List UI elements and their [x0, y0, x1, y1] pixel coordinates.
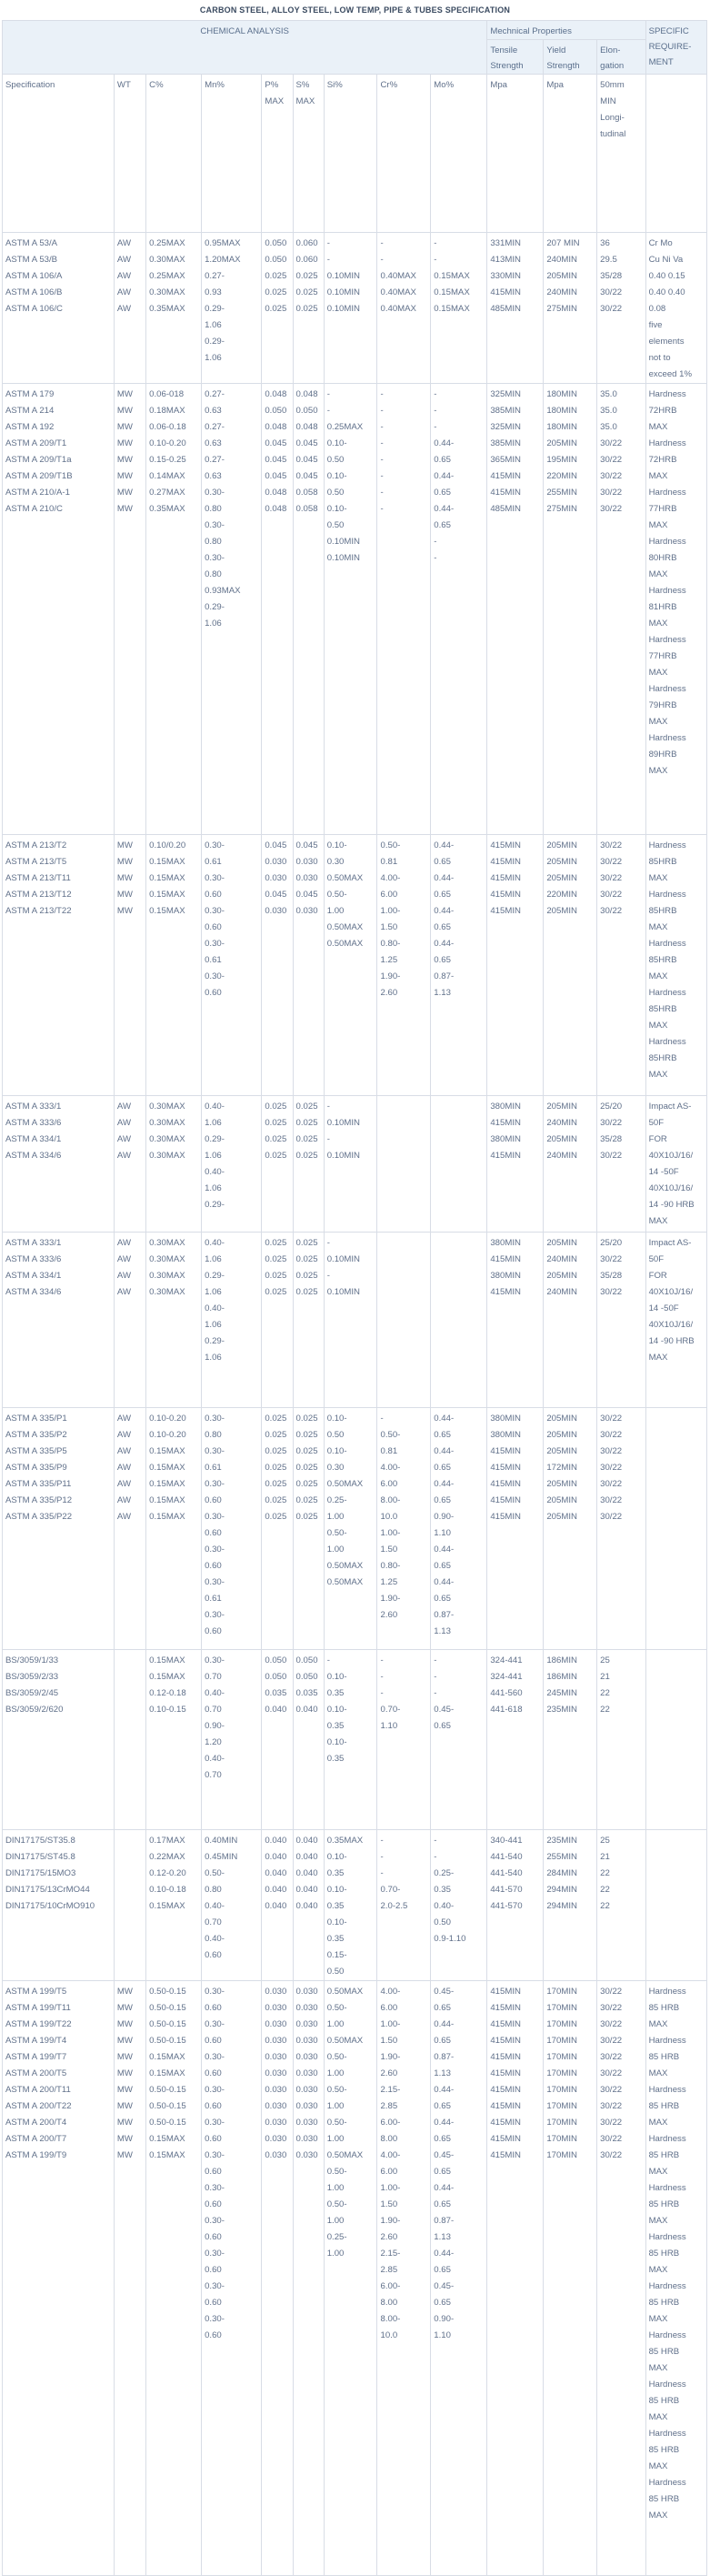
cell-tensile: 380MIN 415MIN 380MIN 415MIN: [487, 1233, 544, 1408]
col-si: Si%: [324, 75, 377, 233]
cell-elongation: 25 21 22 22: [597, 1650, 645, 1830]
specific-requirement-header: SPECIFIC REQUIRE- MENT: [645, 21, 706, 75]
cell-yield: 207 MIN 240MIN 205MIN 240MIN 275MIN: [544, 233, 597, 384]
cell-cr: 0.50- 0.81 4.00- 6.00 1.00- 1.50 0.80- 1.25 1.90- 2.60: [377, 835, 431, 1096]
cell-yield: 205MIN 205MIN 205MIN 220MIN 205MIN: [544, 835, 597, 1096]
cell-si: - - 0.10MIN 0.10MIN 0.10MIN: [324, 233, 377, 384]
cell-cr: - - - 0.70- 2.0-2.5: [377, 1830, 431, 1981]
cell-cr: 4.00- 6.00 1.00- 1.50 1.90- 2.60 2.15- 2.85 6.00- 8.00 4.00- 6.00 1.00- 1.50 1.90- 2.60 2.15- 2.85 6.00- 8.00 8.00- 10.0: [377, 1981, 431, 2576]
cell-cr: [377, 1233, 431, 1408]
cell-cr: [377, 1096, 431, 1233]
cell-tensile: 340-441 441-540 441-540 441-570 441-570: [487, 1830, 544, 1981]
col-yield-mpa: Mpa: [544, 75, 597, 233]
cell-tensile: 380MIN 380MIN 415MIN 415MIN 415MIN 415MIN 415MIN: [487, 1408, 544, 1650]
cell-yield: 170MIN 170MIN 170MIN 170MIN 170MIN 170MIN 170MIN 170MIN 170MIN 170MIN 170MIN: [544, 1981, 597, 2576]
cell-p: 0.025 0.025 0.025 0.025: [262, 1096, 293, 1233]
table-row: [3, 1233, 707, 1408]
cell-mn: 0.40- 1.06 0.29- 1.06 0.40- 1.06 0.29- 1.06: [202, 1233, 262, 1408]
cell-mo: - - - 0.45- 0.65: [431, 1650, 487, 1830]
cell-wt: MW MW MW MW MW MW MW MW MW MW MW: [114, 1981, 145, 2576]
cell-wt: AW AW AW AW: [114, 1096, 145, 1233]
cell-yield: 205MIN 240MIN 205MIN 240MIN: [544, 1233, 597, 1408]
cell-yield: 235MIN 255MIN 284MIN 294MIN 294MIN: [544, 1830, 597, 1981]
cell-wt: AW AW AW AW AW: [114, 233, 145, 384]
cell-specific-requirement: [645, 1650, 706, 1830]
cell-s: 0.050 0.050 0.035 0.040: [293, 1650, 324, 1830]
col-p: P% MAX: [262, 75, 293, 233]
cell-elongation: 36 29.5 35/28 30/22 30/22: [597, 233, 645, 384]
cell-tensile: 415MIN 415MIN 415MIN 415MIN 415MIN: [487, 835, 544, 1096]
cell-si: - 0.10MIN - 0.10MIN: [324, 1096, 377, 1233]
cell-mn: 0.30- 0.70 0.40- 0.70 0.90- 1.20 0.40- 0.70: [202, 1650, 262, 1830]
cell-s: 0.025 0.025 0.025 0.025 0.025 0.025 0.025: [293, 1408, 324, 1650]
cell-p: 0.050 0.050 0.025 0.025 0.025: [262, 233, 293, 384]
cell-si: 0.10- 0.50 0.10- 0.30 0.50MAX 0.25- 1.00 0.50- 1.00 0.50MAX 0.50MAX: [324, 1408, 377, 1650]
table-row: [3, 1650, 707, 1830]
cell-elongation: 25/20 30/22 35/28 30/22: [597, 1096, 645, 1233]
cell-tensile: 331MIN 413MIN 330MIN 415MIN 485MIN: [487, 233, 544, 384]
cell-c: 0.10-0.20 0.10-0.20 0.15MAX 0.15MAX 0.15MAX 0.15MAX 0.15MAX: [146, 1408, 202, 1650]
elongation-header: Elon- gation: [597, 40, 645, 75]
cell-tensile: 415MIN 415MIN 415MIN 415MIN 415MIN 415MIN 415MIN 415MIN 415MIN 415MIN 415MIN: [487, 1981, 544, 2576]
column-header-row: [3, 75, 707, 233]
page-title: CARBON STEEL, ALLOY STEEL, LOW TEMP, PIPE & TUBES SPECIFICATION: [199, 5, 511, 15]
cell-specification: ASTM A 53/A ASTM A 53/B ASTM A 106/A ASTM A 106/B ASTM A 106/C: [3, 233, 115, 384]
table-row: [3, 1830, 707, 1981]
col-specification: Specification: [3, 75, 115, 233]
cell-c: 0.17MAX 0.22MAX 0.12-0.20 0.10-0.18 0.15MAX: [146, 1830, 202, 1981]
mechanical-properties-header: Mechnical Properties: [487, 21, 645, 40]
cell-mn: 0.95MAX 1.20MAX 0.27- 0.93 0.29- 1.06 0.29- 1.06: [202, 233, 262, 384]
cell-c: 0.06-018 0.18MAX 0.06-0.18 0.10-0.20 0.15-0.25 0.14MAX 0.27MAX 0.35MAX: [146, 384, 202, 835]
table-row: [3, 1096, 707, 1233]
cell-si: - 0.10MIN - 0.10MIN: [324, 1233, 377, 1408]
col-s: S% MAX: [293, 75, 324, 233]
cell-tensile: 325MIN 385MIN 325MIN 385MIN 365MIN 415MIN 415MIN 485MIN: [487, 384, 544, 835]
cell-wt: AW AW AW AW AW AW AW: [114, 1408, 145, 1650]
cell-yield: 205MIN 205MIN 205MIN 172MIN 205MIN 205MIN 205MIN: [544, 1408, 597, 1650]
cell-mn: 0.40MIN 0.45MIN 0.50- 0.80 0.40- 0.70 0.40- 0.60: [202, 1830, 262, 1981]
cell-specific-requirement: [645, 1830, 706, 1981]
yield-strength-header: Yield Strength: [544, 40, 597, 75]
cell-mn: 0.30- 0.80 0.30- 0.61 0.30- 0.60 0.30- 0.60 0.30- 0.60 0.30- 0.61 0.30- 0.60: [202, 1408, 262, 1650]
cell-elongation: 30/22 30/22 30/22 30/22 30/22 30/22 30/22: [597, 1408, 645, 1650]
cell-mn: 0.40- 1.06 0.29- 1.06 0.40- 1.06 0.29-: [202, 1096, 262, 1233]
cell-elongation: 25 21 22 22 22: [597, 1830, 645, 1981]
cell-si: 0.50MAX 0.50- 1.00 0.50MAX 0.50- 1.00 0.50- 1.00 0.50- 1.00 0.50MAX 0.50- 1.00 0.50- 1.00 0.25- 1.00: [324, 1981, 377, 2576]
cell-si: - 0.10- 0.35 0.10- 0.35 0.10- 0.35: [324, 1650, 377, 1830]
col-c: C%: [146, 75, 202, 233]
cell-mo: - - 0.25- 0.35 0.40- 0.50 0.9-1.10: [431, 1830, 487, 1981]
cell-specification: ASTM A 335/P1 ASTM A 335/P2 ASTM A 335/P5 ASTM A 335/P9 ASTM A 335/P11 ASTM A 335/P12 ASTM A 335/P22: [3, 1408, 115, 1650]
cell-si: - - 0.25MAX 0.10- 0.50 0.10- 0.50 0.10- 0.50 0.10MIN 0.10MIN: [324, 384, 377, 835]
cell-tensile: 324-441 324-441 441-560 441-618: [487, 1650, 544, 1830]
cell-wt: MW MW MW MW MW MW MW MW: [114, 384, 145, 835]
cell-s: 0.030 0.030 0.030 0.030 0.030 0.030 0.030 0.030 0.030 0.030 0.030: [293, 1981, 324, 2576]
specification-table: [2, 20, 707, 2576]
cell-tensile: 380MIN 415MIN 380MIN 415MIN: [487, 1096, 544, 1233]
cell-p: 0.048 0.050 0.048 0.045 0.045 0.045 0.048 0.048: [262, 384, 293, 835]
cell-specification: BS/3059/1/33 BS/3059/2/33 BS/3059/2/45 BS/3059/2/620: [3, 1650, 115, 1830]
cell-specific-requirement: Impact AS- 50F FOR 40X10J/16/ 14 -50F 40X10J/16/ 14 -90 HRB MAX: [645, 1233, 706, 1408]
cell-s: 0.025 0.025 0.025 0.025: [293, 1233, 324, 1408]
col-mn: Mn%: [202, 75, 262, 233]
table-row: [3, 1981, 707, 2576]
cell-elongation: 30/22 30/22 30/22 30/22 30/22: [597, 835, 645, 1096]
cell-mo: 0.44- 0.65 0.44- 0.65 0.44- 0.65 0.44- 0.65 0.87- 1.13: [431, 835, 487, 1096]
cell-cr: - 0.50- 0.81 4.00- 6.00 8.00- 10.0 1.00- 1.50 0.80- 1.25 1.90- 2.60: [377, 1408, 431, 1650]
cell-s: 0.048 0.050 0.048 0.045 0.045 0.045 0.058 0.058: [293, 384, 324, 835]
cell-c: 0.30MAX 0.30MAX 0.30MAX 0.30MAX: [146, 1233, 202, 1408]
cell-p: 0.045 0.030 0.030 0.045 0.030: [262, 835, 293, 1096]
col-elongation: 50mm MIN Longi- tudinal: [597, 75, 645, 233]
tensile-strength-header: Tensile Strength: [487, 40, 544, 75]
cell-specific-requirement: Hardness 85 HRB MAX Hardness 85 HRB MAX Hardness 85 HRB MAX Hardness 85 HRB MAX Hardness 85 HRB MAX Hardness 85 HRB MAX Hardness 85 HRB MAX Hardness 85 HRB MAX Hardness 85 HRB MAX Hardness 85 HRB MAX Hardness 85 HRB MAX: [645, 1981, 706, 2576]
cell-wt: [114, 1830, 145, 1981]
cell-specific-requirement: Hardness 85HRB MAX Hardness 85HRB MAX Hardness 85HRB MAX Hardness 85HRB MAX Hardness 85HRB MAX: [645, 835, 706, 1096]
cell-specification: ASTM A 333/1 ASTM A 333/6 ASTM A 334/1 ASTM A 334/6: [3, 1233, 115, 1408]
cell-mn: 0.27- 0.63 0.27- 0.63 0.27- 0.63 0.30- 0.80 0.30- 0.80 0.30- 0.80 0.93MAX 0.29- 1.06: [202, 384, 262, 835]
cell-specific-requirement: Cr Mo Cu Ni Va 0.40 0.15 0.40 0.40 0.08 five elements not to exceed 1%: [645, 233, 706, 384]
cell-yield: 180MIN 180MIN 180MIN 205MIN 195MIN 220MIN 255MIN 275MIN: [544, 384, 597, 835]
cell-yield: 186MIN 186MIN 245MIN 235MIN: [544, 1650, 597, 1830]
cell-s: 0.025 0.025 0.025 0.025: [293, 1096, 324, 1233]
cell-yield: 205MIN 240MIN 205MIN 240MIN: [544, 1096, 597, 1233]
cell-cr: - - - 0.70- 1.10: [377, 1650, 431, 1830]
cell-cr: - - - - - - - -: [377, 384, 431, 835]
cell-elongation: 30/22 30/22 30/22 30/22 30/22 30/22 30/22 30/22 30/22 30/22 30/22: [597, 1981, 645, 2576]
cell-mo: 0.44- 0.65 0.44- 0.65 0.44- 0.65 0.90- 1.10 0.44- 0.65 0.44- 0.65 0.87- 1.13: [431, 1408, 487, 1650]
cell-mo: [431, 1233, 487, 1408]
table-row: [3, 233, 707, 384]
col-mo: Mo%: [431, 75, 487, 233]
cell-mn: 0.30- 0.61 0.30- 0.60 0.30- 0.60 0.30- 0.61 0.30- 0.60: [202, 835, 262, 1096]
col-specific: [645, 75, 706, 233]
table-row: [3, 384, 707, 835]
cell-specific-requirement: Impact AS- 50F FOR 40X10J/16/ 14 -50F 40X10J/16/ 14 -90 HRB MAX: [645, 1096, 706, 1233]
cell-specific-requirement: Hardness 72HRB MAX Hardness 72HRB MAX Hardness 77HRB MAX Hardness 80HRB MAX Hardness 81HRB MAX Hardness 77HRB MAX Hardness 79HRB MAX Hardness 89HRB MAX: [645, 384, 706, 835]
cell-p: 0.040 0.040 0.040 0.040 0.040: [262, 1830, 293, 1981]
cell-si: 0.10- 0.30 0.50MAX 0.50- 1.00 0.50MAX 0.50MAX: [324, 835, 377, 1096]
table-row: [3, 1408, 707, 1650]
col-cr: Cr%: [377, 75, 431, 233]
cell-p: 0.050 0.050 0.035 0.040: [262, 1650, 293, 1830]
col-tensile-mpa: Mpa: [487, 75, 544, 233]
cell-elongation: 35.0 35.0 35.0 30/22 30/22 30/22 30/22 30/22: [597, 384, 645, 835]
cell-mo: - - 0.15MAX 0.15MAX 0.15MAX: [431, 233, 487, 384]
cell-si: 0.35MAX 0.10- 0.35 0.10- 0.35 0.10- 0.35 0.15- 0.50: [324, 1830, 377, 1981]
cell-specification: ASTM A 199/T5 ASTM A 199/T11 ASTM A 199/T22 ASTM A 199/T4 ASTM A 199/T7 ASTM A 200/T5 ASTM A 200/T11 ASTM A 200/T22 ASTM A 200/T4 ASTM A 200/T7 ASTM A 199/T9: [3, 1981, 115, 2576]
cell-elongation: 25/20 30/22 35/28 30/22: [597, 1233, 645, 1408]
cell-p: 0.025 0.025 0.025 0.025: [262, 1233, 293, 1408]
cell-c: 0.15MAX 0.15MAX 0.12-0.18 0.10-0.15: [146, 1650, 202, 1830]
cell-c: 0.30MAX 0.30MAX 0.30MAX 0.30MAX: [146, 1096, 202, 1233]
cell-cr: - - 0.40MAX 0.40MAX 0.40MAX: [377, 233, 431, 384]
cell-specification: ASTM A 213/T2 ASTM A 213/T5 ASTM A 213/T11 ASTM A 213/T12 ASTM A 213/T22: [3, 835, 115, 1096]
cell-mo: [431, 1096, 487, 1233]
cell-c: 0.25MAX 0.30MAX 0.25MAX 0.30MAX 0.35MAX: [146, 233, 202, 384]
cell-s: 0.045 0.030 0.030 0.045 0.030: [293, 835, 324, 1096]
cell-specification: ASTM A 333/1 ASTM A 333/6 ASTM A 334/1 ASTM A 334/6: [3, 1096, 115, 1233]
cell-wt: AW AW AW AW: [114, 1233, 145, 1408]
cell-c: 0.10/0.20 0.15MAX 0.15MAX 0.15MAX 0.15MAX: [146, 835, 202, 1096]
cell-wt: [114, 1650, 145, 1830]
cell-specification: ASTM A 179 ASTM A 214 ASTM A 192 ASTM A 209/T1 ASTM A 209/T1a ASTM A 209/T1B ASTM A 210/A-1 ASTM A 210/C: [3, 384, 115, 835]
cell-wt: MW MW MW MW MW: [114, 835, 145, 1096]
cell-p: 0.025 0.025 0.025 0.025 0.025 0.025 0.025: [262, 1408, 293, 1650]
cell-s: 0.040 0.040 0.040 0.040 0.040: [293, 1830, 324, 1981]
cell-p: 0.030 0.030 0.030 0.030 0.030 0.030 0.030 0.030 0.030 0.030 0.030: [262, 1981, 293, 2576]
chemical-analysis-header: CHEMICAL ANALYSIS: [3, 21, 487, 75]
cell-mo: - - - 0.44- 0.65 0.44- 0.65 0.44- 0.65 - -: [431, 384, 487, 835]
cell-mo: 0.45- 0.65 0.44- 0.65 0.87- 1.13 0.44- 0.65 0.44- 0.65 0.45- 0.65 0.44- 0.65 0.87- 1.13 0.44- 0.65 0.45- 0.65 0.90- 1.10: [431, 1981, 487, 2576]
col-wt: WT: [114, 75, 145, 233]
cell-specific-requirement: [645, 1408, 706, 1650]
cell-specification: DIN17175/ST35.8 DIN17175/ST45.8 DIN17175/15MO3 DIN17175/13CrMO44 DIN17175/10CrMO910: [3, 1830, 115, 1981]
cell-c: 0.50-0.15 0.50-0.15 0.50-0.15 0.50-0.15 0.15MAX 0.15MAX 0.50-0.15 0.50-0.15 0.50-0.15 0.15MAX 0.15MAX: [146, 1981, 202, 2576]
cell-s: 0.060 0.060 0.025 0.025 0.025: [293, 233, 324, 384]
cell-mn: 0.30- 0.60 0.30- 0.60 0.30- 0.60 0.30- 0.60 0.30- 0.60 0.30- 0.60 0.30- 0.60 0.30- 0.60 0.30- 0.60 0.30- 0.60 0.30- 0.60: [202, 1981, 262, 2576]
table-row: [3, 835, 707, 1096]
